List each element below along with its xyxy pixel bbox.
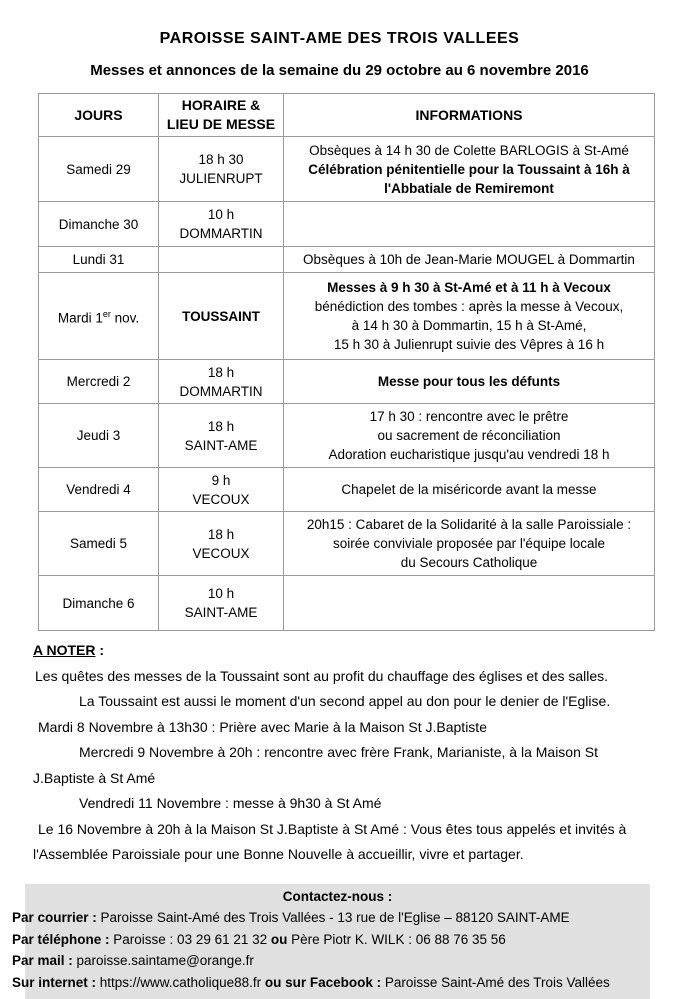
- table-row: [39, 273, 655, 360]
- mass-schedule-table: [38, 93, 655, 631]
- mass-time: 9 h: [165, 471, 277, 490]
- day-text: Mardi 1: [58, 310, 103, 325]
- contact-heading: Contactez-nous :: [25, 886, 650, 908]
- feast-name: TOUSSAINT: [165, 307, 277, 326]
- info-line: Messe pour tous les défunts: [290, 372, 648, 391]
- mass-time: 10 h: [165, 205, 277, 224]
- day-cell: Dimanche 30: [39, 202, 159, 247]
- info-line: 20h15 : Cabaret de la Solidarité à la salle Paroissiale :: [290, 515, 648, 534]
- note-line: Mardi 8 Novembre à 13h30 : Prière avec Marie à la Maison St J.Baptiste: [33, 715, 648, 741]
- header-jours: JOURS: [39, 94, 159, 137]
- mass-time: 18 h: [165, 417, 277, 436]
- postal-address: Paroisse Saint-Amé des Trois Vallées - 13 rue de l'Eglise – 88120 SAINT-AME: [101, 910, 570, 925]
- day-cell: Mercredi 2: [39, 360, 159, 404]
- table-row: [39, 468, 655, 512]
- note-line: La Toussaint est aussi le moment d'un second appel au don pour le denier de l'Eglise.: [33, 689, 648, 715]
- day-cell: [39, 273, 159, 360]
- table-header-row: [39, 94, 655, 137]
- day-ordinal-suffix: er: [103, 309, 111, 319]
- schedule-cell: [159, 247, 284, 273]
- header-informations: INFORMATIONS: [284, 94, 655, 137]
- day-cell: Lundi 31: [39, 247, 159, 273]
- page-subtitle: Messes et annonces de la semaine du 29 octobre au 6 novembre 2016: [0, 62, 679, 79]
- day-cell: Vendredi 4: [39, 468, 159, 512]
- phone-number: Père Piotr K. WILK : 06 88 76 35 56: [287, 932, 505, 947]
- info-line: bénédiction des tombes : après la messe à Vecoux,: [290, 297, 648, 316]
- page-title: PAROISSE SAINT-AME DES TROIS VALLEES: [0, 0, 679, 48]
- contact-label: Par mail :: [12, 953, 77, 968]
- info-line: à 14 h 30 à Dommartin, 15 h à St-Amé,: [290, 316, 648, 335]
- schedule-cell: [159, 512, 284, 576]
- schedule-cell: [159, 576, 284, 631]
- header-horaire: HORAIRE & LIEU DE MESSE: [159, 94, 284, 137]
- contact-label: Sur internet :: [12, 975, 100, 990]
- info-line: du Secours Catholique: [290, 553, 648, 572]
- notes-heading-colon: :: [95, 642, 104, 658]
- notes-section: [33, 638, 648, 868]
- schedule-cell: [159, 404, 284, 468]
- schedule-cell: [159, 137, 284, 202]
- day-text: nov.: [111, 310, 139, 325]
- contact-line-mail: [12, 950, 650, 972]
- schedule-cell: [159, 273, 284, 360]
- note-line: Les quêtes des messes de la Toussaint sont au profit du chauffage des églises et des salles.: [33, 664, 648, 690]
- info-cell: [284, 468, 655, 512]
- note-line: Mercredi 9 Novembre à 20h : rencontre avec frère Frank, Marianiste, à la Maison St J.Baptiste à St Amé: [33, 740, 648, 791]
- mass-place: DOMMARTIN: [165, 224, 277, 243]
- info-line: Adoration eucharistique jusqu'au vendredi 18 h: [290, 445, 648, 464]
- info-cell: [284, 576, 655, 631]
- notes-heading: [33, 638, 648, 664]
- table-row: [39, 247, 655, 273]
- contact-conjunction: ou sur Facebook :: [265, 975, 385, 990]
- day-cell: Samedi 29: [39, 137, 159, 202]
- info-line: Messes à 9 h 30 à St-Amé et à 11 h à Vecoux: [290, 278, 648, 297]
- contact-conjunction: ou: [271, 932, 288, 947]
- table-row: [39, 576, 655, 631]
- info-cell: [284, 247, 655, 273]
- day-cell: Jeudi 3: [39, 404, 159, 468]
- info-line: ou sacrement de réconciliation: [290, 426, 648, 445]
- table-row: [39, 404, 655, 468]
- table-row: [39, 360, 655, 404]
- note-line: Vendredi 11 Novembre : messe à 9h30 à St Amé: [33, 791, 648, 817]
- mass-place: SAINT-AME: [165, 436, 277, 455]
- table-row: [39, 512, 655, 576]
- day-cell: Dimanche 6: [39, 576, 159, 631]
- day-cell: Samedi 5: [39, 512, 159, 576]
- schedule-cell: [159, 360, 284, 404]
- schedule-cell: [159, 468, 284, 512]
- info-line: 17 h 30 : rencontre avec le prêtre: [290, 407, 648, 426]
- info-line: 15 h 30 à Julienrupt suivie des Vêpres à 16 h: [290, 335, 648, 354]
- mass-place: VECOUX: [165, 544, 277, 563]
- email-address: paroisse.saintame@orange.fr: [77, 953, 254, 968]
- info-cell: [284, 512, 655, 576]
- table-row: [39, 202, 655, 247]
- table-row: [39, 137, 655, 202]
- mass-place: JULIENRUPT: [165, 169, 277, 188]
- info-line: Célébration pénitentielle pour la Toussaint à 16h à l'Abbatiale de Remiremont: [290, 160, 648, 198]
- mass-place: DOMMARTIN: [165, 382, 277, 401]
- notes-heading-text: A NOTER: [33, 642, 95, 658]
- info-cell: [284, 202, 655, 247]
- phone-number: Paroisse : 03 29 61 21 32: [113, 932, 271, 947]
- mass-time: 18 h: [165, 525, 277, 544]
- info-cell: [284, 273, 655, 360]
- mass-place: VECOUX: [165, 490, 277, 509]
- info-line: soirée conviviale proposée par l'équipe locale: [290, 534, 648, 553]
- info-line: Obsèques à 14 h 30 de Colette BARLOGIS à St-Amé: [290, 141, 648, 160]
- contact-label: Par courrier :: [12, 910, 101, 925]
- contact-line-internet: [12, 972, 650, 994]
- info-line: Obsèques à 10h de Jean-Marie MOUGEL à Dommartin: [290, 250, 648, 269]
- website-url: https://www.catholique88.fr: [100, 975, 265, 990]
- mass-place: SAINT-AME: [165, 603, 277, 622]
- info-cell: [284, 404, 655, 468]
- facebook-name: Paroisse Saint-Amé des Trois Vallées: [385, 975, 610, 990]
- contact-section: [25, 884, 650, 999]
- info-cell: [284, 360, 655, 404]
- contact-line-courrier: [12, 907, 650, 929]
- mass-time: 10 h: [165, 584, 277, 603]
- info-cell: [284, 137, 655, 202]
- info-line: Chapelet de la miséricorde avant la messe: [290, 480, 648, 499]
- contact-label: Par téléphone :: [12, 932, 113, 947]
- mass-time: 18 h: [165, 363, 277, 382]
- contact-line-telephone: [12, 929, 650, 951]
- mass-time: 18 h 30: [165, 150, 277, 169]
- note-line: Le 16 Novembre à 20h à la Maison St J.Baptiste à St Amé : Vous êtes tous appelés et invités à l'Assemblée Paroissiale pour une Bonne Nouvelle à accueillir, vivre et partager.: [33, 817, 648, 868]
- schedule-cell: [159, 202, 284, 247]
